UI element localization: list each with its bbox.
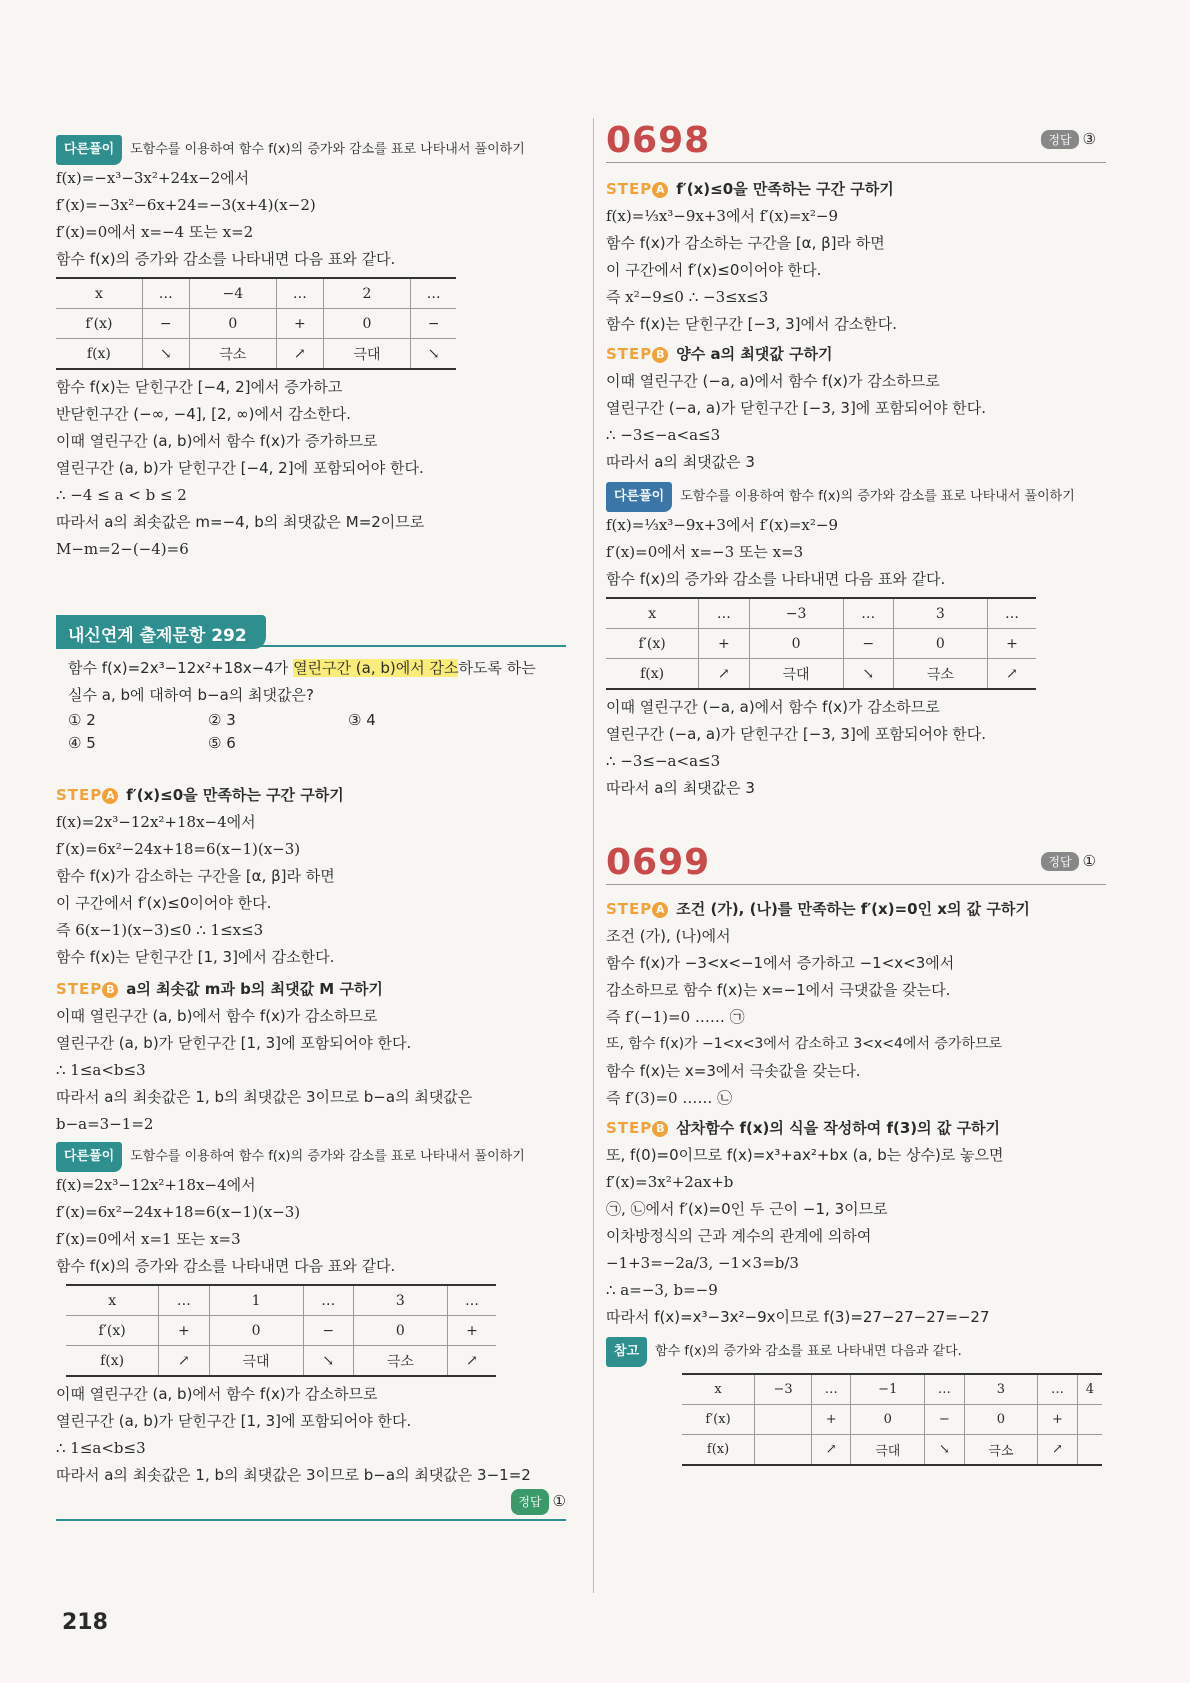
header-rule [606, 884, 1106, 885]
table-cell: ↗ [1038, 1435, 1077, 1466]
step-b-header [56, 975, 566, 1003]
alt-solution-2 [56, 1142, 566, 1521]
text-line: 이때 열린구간 (a, b)에서 함수 f(x)가 증가하므로 [56, 432, 378, 450]
table-cell: 3 [964, 1374, 1038, 1405]
table-cell: ↘ [303, 1346, 353, 1377]
text-line: 이 구간에서 f′(x)≤0이어야 한다. [606, 261, 822, 279]
math-line: f′(x)=0에서 x=1 또는 x=3 [56, 1230, 241, 1248]
table-cell: 극대 [851, 1435, 925, 1466]
table-cell: + [277, 309, 324, 339]
math-line: ∴ 1≤a<b≤3 [56, 1439, 146, 1457]
step-label: STEP [606, 180, 653, 198]
step-b-header [606, 340, 1106, 368]
table-cell: ↗ [987, 659, 1036, 690]
math-line: f(x)=⅓x³−9x+3에서 f′(x)=x²−9 [606, 207, 839, 225]
table-cell: … [987, 598, 1036, 629]
choices-row [68, 732, 566, 755]
table-cell: f(x) [56, 339, 142, 370]
answer-value: ③ [1082, 130, 1096, 148]
text-line: 함수 f(x)는 x=3에서 극솟값을 갖는다. [606, 1062, 861, 1080]
table-cell: x [682, 1374, 755, 1405]
table-cell: 극대 [749, 659, 843, 690]
choice-4[interactable]: ④ 5 [68, 734, 96, 752]
math-line: f(x)=2x³−12x²+18x−4에서 [56, 813, 256, 831]
table-cell: … [142, 278, 189, 309]
alt-solution-tag: 다른풀이 [56, 135, 122, 165]
alt-solution-lines [56, 165, 566, 273]
step-label: STEP [56, 786, 103, 804]
increase-decrease-table [682, 1373, 1102, 1466]
text-line: 열린구간 (a, b)가 닫힌구간 [1, 3]에 포함되어야 한다. [56, 1412, 412, 1430]
math-line: 즉 f′(−1)=0 …… ㉠ [606, 1008, 745, 1026]
table-cell: + [987, 629, 1036, 659]
text-line: 이때 열린구간 (−a, a)에서 함수 f(x)가 감소하므로 [606, 698, 940, 716]
text-line: 따라서 a의 최댓값은 3 [606, 453, 755, 471]
answer-value: ① [552, 1492, 566, 1510]
table-cell: f′(x) [606, 629, 699, 659]
text-line: 따라서 a의 최댓값은 3 [606, 779, 755, 797]
text-line: 열린구간 (a, b)가 닫힌구간 [1, 3]에 포함되어야 한다. [56, 1034, 412, 1052]
table-cell: − [142, 309, 189, 339]
text-line: 이때 열린구간 (a, b)에서 함수 f(x)가 감소하므로 [56, 1007, 378, 1025]
table-cell: 극소 [964, 1435, 1038, 1466]
header-rule [606, 162, 1106, 163]
text-line: 조건 (가), (나)에서 [606, 927, 731, 945]
table-cell: x [606, 598, 699, 629]
step-title: 삼차함수 f(x)의 식을 작성하여 f(3)의 값 구하기 [676, 1119, 1001, 1137]
table-cell: + [1038, 1405, 1077, 1435]
table-cell: f′(x) [66, 1316, 159, 1346]
step-letter: B [652, 1121, 668, 1137]
choices-row [68, 709, 566, 732]
question-highlight: 열린구간 (a, b)에서 감소 [293, 659, 459, 677]
text-line: 함수 f(x)는 닫힌구간 [−4, 2]에서 증가하고 [56, 378, 343, 396]
related-problem-header [56, 615, 566, 649]
text-line: 함수 f(x)가 감소하는 구간을 [α, β]라 하면 [606, 234, 885, 252]
text-line: 열린구간 (−a, a)가 닫힌구간 [−3, 3]에 포함되어야 한다. [606, 399, 987, 417]
text-line: 이때 열린구간 (−a, a)에서 함수 f(x)가 감소하므로 [606, 372, 940, 390]
math-line: f′(x)=3x²+2ax+b [606, 1173, 734, 1191]
text-line: 따라서 a의 최솟값은 m=−4, b의 최댓값은 M=2이므로 [56, 513, 425, 531]
math-line: f′(x)=0에서 x=−4 또는 x=2 [56, 223, 254, 241]
problem-number: 0698 [606, 120, 711, 161]
math-line: −1+3=−2a/3, −1×3=b/3 [606, 1254, 799, 1272]
table-cell: 0 [749, 629, 843, 659]
table-cell: ↗ [277, 339, 324, 370]
math-line: ∴ a=−3, b=−9 [606, 1281, 718, 1299]
table-cell: ↗ [699, 659, 749, 690]
text-line: ㉠, ㉡에서 f′(x)=0인 두 근이 −1, 3이므로 [606, 1200, 888, 1218]
step-letter: A [102, 788, 118, 804]
table-cell: f(x) [66, 1346, 159, 1377]
problem-number: 0699 [606, 842, 711, 883]
table-cell: f(x) [682, 1435, 755, 1466]
table-cell: … [447, 1285, 496, 1316]
table-cell: 3 [893, 598, 987, 629]
table-cell: 0 [323, 309, 410, 339]
step-letter: A [652, 182, 668, 198]
alt-solution-tag: 다른풀이 [606, 482, 672, 512]
note-title: 함수 f(x)의 증가와 감소를 표로 나타내면 다음과 같다. [655, 1344, 962, 1359]
step-letter: A [652, 902, 668, 918]
table-cell: x [66, 1285, 159, 1316]
step-title: f′(x)≤0을 만족하는 구간 구하기 [676, 180, 894, 198]
table-cell: 0 [851, 1405, 925, 1435]
table-cell: − [303, 1316, 353, 1346]
text-line: 함수 f(x)가 감소하는 구간을 [α, β]라 하면 [56, 867, 335, 885]
math-line: 즉 f′(3)=0 …… ㉡ [606, 1089, 733, 1107]
step-title: 양수 a의 최댓값 구하기 [676, 345, 833, 363]
math-line: b−a=3−1=2 [56, 1115, 154, 1133]
math-line: ∴ −3≤−a<a≤3 [606, 752, 721, 770]
answer-badge: 정답 [1041, 130, 1078, 149]
table-cell: … [159, 1285, 209, 1316]
step-a-header [56, 781, 566, 809]
step-title: a의 최솟값 m과 b의 최댓값 M 구하기 [126, 980, 383, 998]
table-cell: … [811, 1374, 850, 1405]
alt-solution-conclusion [56, 374, 566, 563]
table-cell: ↘ [925, 1435, 964, 1466]
question-text: 함수 f(x)=2x³−12x²+18x−4가 [68, 659, 294, 677]
table-cell: 극소 [353, 1346, 447, 1377]
table-cell: 0 [893, 629, 987, 659]
math-line: f(x)=2x³−12x²+18x−4에서 [56, 1176, 256, 1194]
step-a-header [606, 895, 1106, 923]
math-line: f(x)=−x³−3x²+24x−2에서 [56, 169, 250, 187]
step-title: f′(x)≤0을 만족하는 구간 구하기 [126, 786, 344, 804]
table-cell: 극소 [893, 659, 987, 690]
related-problem-body [56, 655, 566, 755]
table-cell: … [843, 598, 893, 629]
math-line: f′(x)=−3x²−6x+24=−3(x+4)(x−2) [56, 196, 316, 214]
table-cell [1077, 1435, 1102, 1466]
increase-decrease-table [606, 597, 1036, 690]
table-cell: ↘ [843, 659, 893, 690]
alt-solution-tag: 다른풀이 [56, 1142, 122, 1172]
text-line: 함수 f(x)는 닫힌구간 [1, 3]에서 감소한다. [56, 948, 335, 966]
table-cell: − [843, 629, 893, 659]
step-label: STEP [606, 900, 653, 918]
math-line: f′(x)=0에서 x=−3 또는 x=3 [606, 543, 804, 561]
text-line: 함수 f(x)는 닫힌구간 [−3, 3]에서 감소한다. [606, 315, 897, 333]
table-cell: … [699, 598, 749, 629]
step-b [56, 975, 566, 1138]
question-line-1 [68, 655, 566, 682]
table-cell [755, 1405, 812, 1435]
table-cell: − [925, 1405, 964, 1435]
table-cell: + [699, 629, 749, 659]
math-line: f′(x)=6x²−24x+18=6(x−1)(x−3) [56, 1203, 301, 1221]
answer-badge: 정답 [1041, 852, 1078, 871]
text-line: 또, f(0)=0이므로 f(x)=x³+ax²+bx (a, b는 상수)로 놓으면 [606, 1146, 1004, 1164]
column-divider [593, 118, 594, 1593]
table-cell: … [411, 278, 456, 309]
text-line: 따라서 f(x)=x³−3x²−9x이므로 f(3)=27−27−27=−27 [606, 1308, 990, 1326]
table-cell: 0 [964, 1405, 1038, 1435]
page-number: 218 [62, 1610, 108, 1635]
text-line: 함수 f(x)의 증가와 감소를 나타내면 다음 표와 같다. [56, 1257, 396, 1275]
table-cell: f′(x) [56, 309, 142, 339]
choice-3[interactable]: ③ 4 [348, 711, 376, 729]
step-b-header [606, 1114, 1106, 1142]
right-column [606, 120, 1106, 1466]
increase-decrease-table [56, 277, 456, 370]
table-cell: 1 [209, 1285, 303, 1316]
step-a-header [606, 175, 1106, 203]
table-cell: 0 [353, 1316, 447, 1346]
step-letter: B [652, 347, 668, 363]
table-cell [755, 1435, 812, 1466]
step-title: 조건 (가), (나)를 만족하는 f′(x)=0인 x의 값 구하기 [676, 900, 1030, 918]
choice-5[interactable]: ⑤ 6 [208, 734, 236, 752]
table-cell: 0 [209, 1316, 303, 1346]
note-header [606, 1337, 1106, 1367]
table-cell: ↘ [411, 339, 456, 370]
question-text: 하도록 하는 [458, 659, 536, 677]
table-cell: … [303, 1285, 353, 1316]
table-cell [1077, 1405, 1102, 1435]
text-line: 함수 f(x)가 −3<x<−1에서 증가하고 −1<x<3에서 [606, 954, 955, 972]
table-cell: ↘ [142, 339, 189, 370]
step-label: STEP [606, 1119, 653, 1137]
answer-row [56, 1489, 566, 1515]
table-cell: + [447, 1316, 496, 1346]
math-line: 즉 6(x−1)(x−3)≤0 ∴ 1≤x≤3 [56, 921, 264, 939]
table-cell: … [1038, 1374, 1077, 1405]
table-cell: x [56, 278, 142, 309]
table-cell: + [811, 1405, 850, 1435]
step-letter: B [102, 982, 118, 998]
table-cell: ↗ [447, 1346, 496, 1377]
table-cell: − [411, 309, 456, 339]
choice-2[interactable]: ② 3 [208, 711, 236, 729]
text-line: 이때 열린구간 (a, b)에서 함수 f(x)가 감소하므로 [56, 1385, 378, 1403]
answer-value: ① [1082, 852, 1096, 870]
table-cell: 3 [353, 1285, 447, 1316]
text-line: 따라서 a의 최솟값은 1, b의 최댓값은 3이므로 b−a의 최댓값은 [56, 1088, 473, 1106]
section-divider [56, 1519, 566, 1521]
note-tag: 참고 [606, 1337, 647, 1367]
question-line-2: 실수 a, b에 대하여 b−a의 최댓값은? [68, 686, 314, 704]
alt-solution-header [606, 482, 1106, 512]
math-line: ∴ −4 ≤ a < b ≤ 2 [56, 486, 187, 504]
table-cell: ↗ [159, 1346, 209, 1377]
table-cell: + [159, 1316, 209, 1346]
problem-0699-header [606, 842, 1106, 884]
table-cell: −3 [755, 1374, 812, 1405]
choice-1[interactable]: ① 2 [68, 711, 96, 729]
table-cell: f(x) [606, 659, 699, 690]
math-line: ∴ 1≤a<b≤3 [56, 1061, 146, 1079]
alt-solution-header [56, 135, 566, 165]
text-line: 함수 f(x)의 증가와 감소를 나타내면 다음 표와 같다. [606, 570, 946, 588]
text-line: 열린구간 (−a, a)가 닫힌구간 [−3, 3]에 포함되어야 한다. [606, 725, 987, 743]
alt-solution-title: 도함수를 이용하여 함수 f(x)의 증가와 감소를 표로 나타내서 풀이하기 [680, 489, 1075, 504]
related-problem-title: 내신연계 출제문항 292 [68, 626, 247, 646]
alt-solution-header [56, 1142, 566, 1172]
increase-decrease-table [66, 1284, 496, 1377]
math-line: f′(x)=6x²−24x+18=6(x−1)(x−3) [56, 840, 301, 858]
text-line: 감소하므로 함수 f(x)는 x=−1에서 극댓값을 갖는다. [606, 981, 951, 999]
text-line: 따라서 a의 최솟값은 1, b의 최댓값은 3이므로 b−a의 최댓값은 3−1=2 [56, 1466, 531, 1484]
step-label: STEP [56, 980, 103, 998]
step-a [56, 781, 566, 971]
table-cell: 극대 [323, 339, 410, 370]
answer-indicator [1041, 130, 1096, 149]
math-line: 즉 x²−9≤0 ∴ −3≤x≤3 [606, 288, 769, 306]
answer-indicator [1041, 852, 1096, 871]
table-cell: −4 [189, 278, 276, 309]
table-cell: … [925, 1374, 964, 1405]
table-cell: … [277, 278, 324, 309]
table-cell: −1 [851, 1374, 925, 1405]
table-cell: ↗ [811, 1435, 850, 1466]
table-cell: 0 [189, 309, 276, 339]
text-line: 함수 f(x)의 증가와 감소를 나타내면 다음 표와 같다. [56, 250, 396, 268]
table-cell: −3 [749, 598, 843, 629]
math-line: f(x)=⅓x³−9x+3에서 f′(x)=x²−9 [606, 516, 839, 534]
math-line: M−m=2−(−4)=6 [56, 540, 189, 558]
alt-solution-title: 도함수를 이용하여 함수 f(x)의 증가와 감소를 표로 나타내서 풀이하기 [130, 142, 525, 157]
text-line: 이차방정식의 근과 계수의 관계에 의하여 [606, 1227, 872, 1245]
text-line: 또, 함수 f(x)가 −1<x<3에서 감소하고 3<x<4에서 증가하므로 [606, 1036, 1003, 1052]
math-line: ∴ −3≤−a<a≤3 [606, 426, 721, 444]
text-line: 반닫힌구간 (−∞, −4], [2, ∞)에서 감소한다. [56, 405, 351, 423]
text-line: 이 구간에서 f′(x)≤0이어야 한다. [56, 894, 272, 912]
table-cell: 극대 [209, 1346, 303, 1377]
table-cell: 2 [323, 278, 410, 309]
table-cell: 극소 [189, 339, 276, 370]
alt-solution-title: 도함수를 이용하여 함수 f(x)의 증가와 감소를 표로 나타내서 풀이하기 [130, 1149, 525, 1164]
text-line: 열린구간 (a, b)가 닫힌구간 [−4, 2]에 포함되어야 한다. [56, 459, 424, 477]
table-cell: f′(x) [682, 1405, 755, 1435]
step-label: STEP [606, 345, 653, 363]
problem-0698-header [606, 120, 1106, 162]
left-column [56, 135, 566, 1521]
answer-badge: 정답 [511, 1489, 548, 1515]
table-cell: 4 [1077, 1374, 1102, 1405]
